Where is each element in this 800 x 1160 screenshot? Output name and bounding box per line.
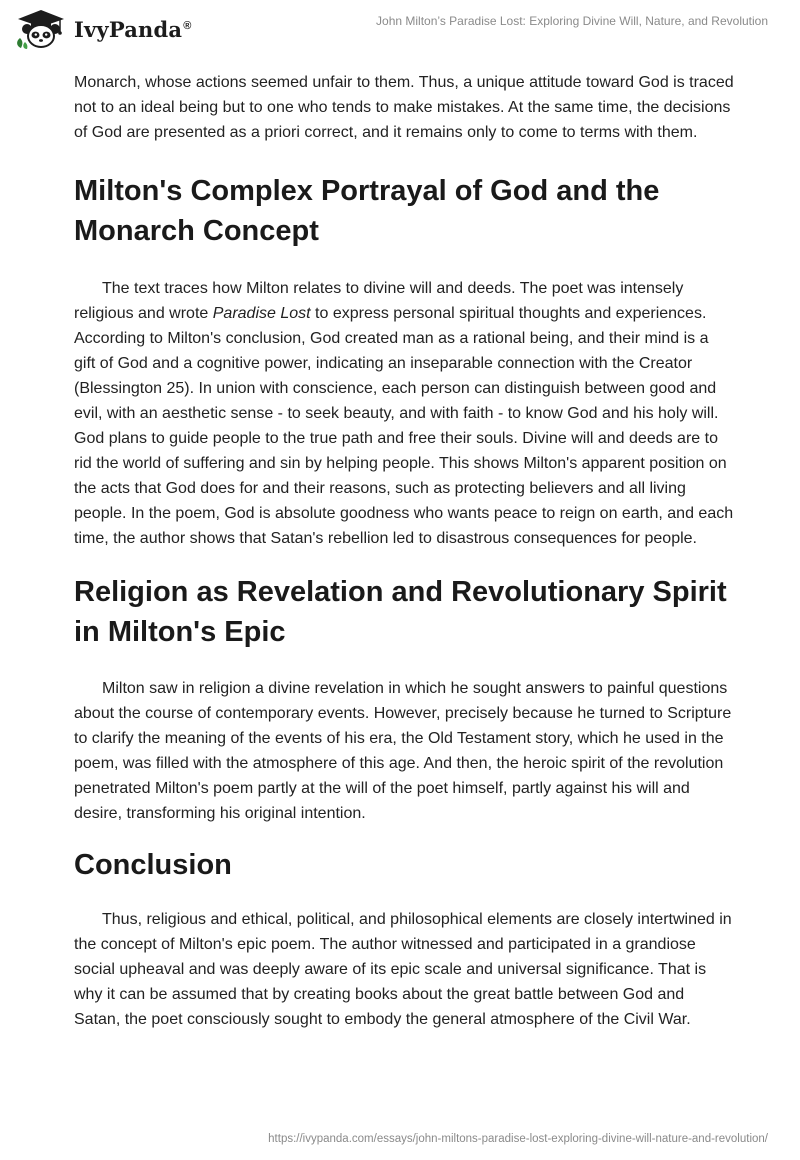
registered-mark: ® xyxy=(183,19,192,32)
paragraph-text-start: The text traces how Milton relates to divine will and deeds. The poet was intensely religious and wrote xyxy=(74,280,684,322)
paragraph-text-end: to express personal spiritual thoughts and experiences. According to Milton's conclusion, God created man as a rational being, and their mind is a gift of God and a cognitive power, indicating an inseparable connection with the Creator (Blessington 25). In union with conscience, each person can distinguish between good and evil, with an aesthetic sense - to seek beauty, and with faith - to know God and his holy will. God plans to guide people to the true path and free their souls. Divine will and deeds are to rid the world of suffering and sin by helping people. This shows Milton's apparent position on the acts that God does for and their reasons, such as protecting believers and all living people. In the poem, God is absolute goodness who wants peace to reign on earth, and each time, the author shows that Satan's rebellion led to disastrous consequences for people. xyxy=(74,305,734,547)
logo-wordmark: IvyPanda xyxy=(74,16,183,42)
ivypanda-logo[interactable] xyxy=(14,8,192,50)
document-title: John Milton’s Paradise Lost: Exploring Divine Will, Nature, and Revolution xyxy=(376,14,768,28)
book-title-italic: Paradise Lost xyxy=(212,305,311,322)
section-paragraph-conclusion: Thus, religious and ethical, political, and philosophical elements are closely intertwined in the concept of Milton's epic poem. The author witnessed and participated in a grandiose social upheaval and was deeply aware of its epic scale and universal significance. That is why it can be assumed that by creating books about the great battle between God and Satan, the poet consciously sought to embody the general atmosphere of the Civil War. xyxy=(74,911,732,1028)
section-paragraph-religion: Milton saw in religion a divine revelation in which he sought answers to painful questions about the course of contemporary events. However, precisely because he turned to Scripture to clarify the meaning of the events of his era, the Old Testament story, which he used in the poem, was filled with the atmosphere of this age. And then, the heroic spirit of the revolution penetrated Milton's poem partly at the will of the poet himself, partly against his will and desire, transforming his original intention. xyxy=(74,680,732,822)
essay-content xyxy=(74,70,734,1032)
logo-text xyxy=(74,17,192,42)
section-heading-portrayal: Milton's Complex Portrayal of God and the Monarch Concept xyxy=(74,175,660,247)
section-heading-religion: Religion as Revelation and Revolutionary Spirit in Milton's Epic xyxy=(74,576,727,648)
page-header xyxy=(0,0,800,60)
intro-paragraph: Monarch, whose actions seemed unfair to them. Thus, a unique attitude toward God is traced not to an ideal being but to one who tends to make mistakes. At the same time, the decisions of God are presented as a priori correct, and it remains only to come to terms with them. xyxy=(74,74,734,141)
panda-graduate-icon xyxy=(14,8,68,50)
section-heading-conclusion: Conclusion xyxy=(74,849,232,881)
section-paragraph-portrayal xyxy=(74,276,734,551)
footer-url-link[interactable]: https://ivypanda.com/essays/john-miltons-paradise-lost-exploring-divine-will-nature-and-revolution/ xyxy=(268,1133,768,1145)
